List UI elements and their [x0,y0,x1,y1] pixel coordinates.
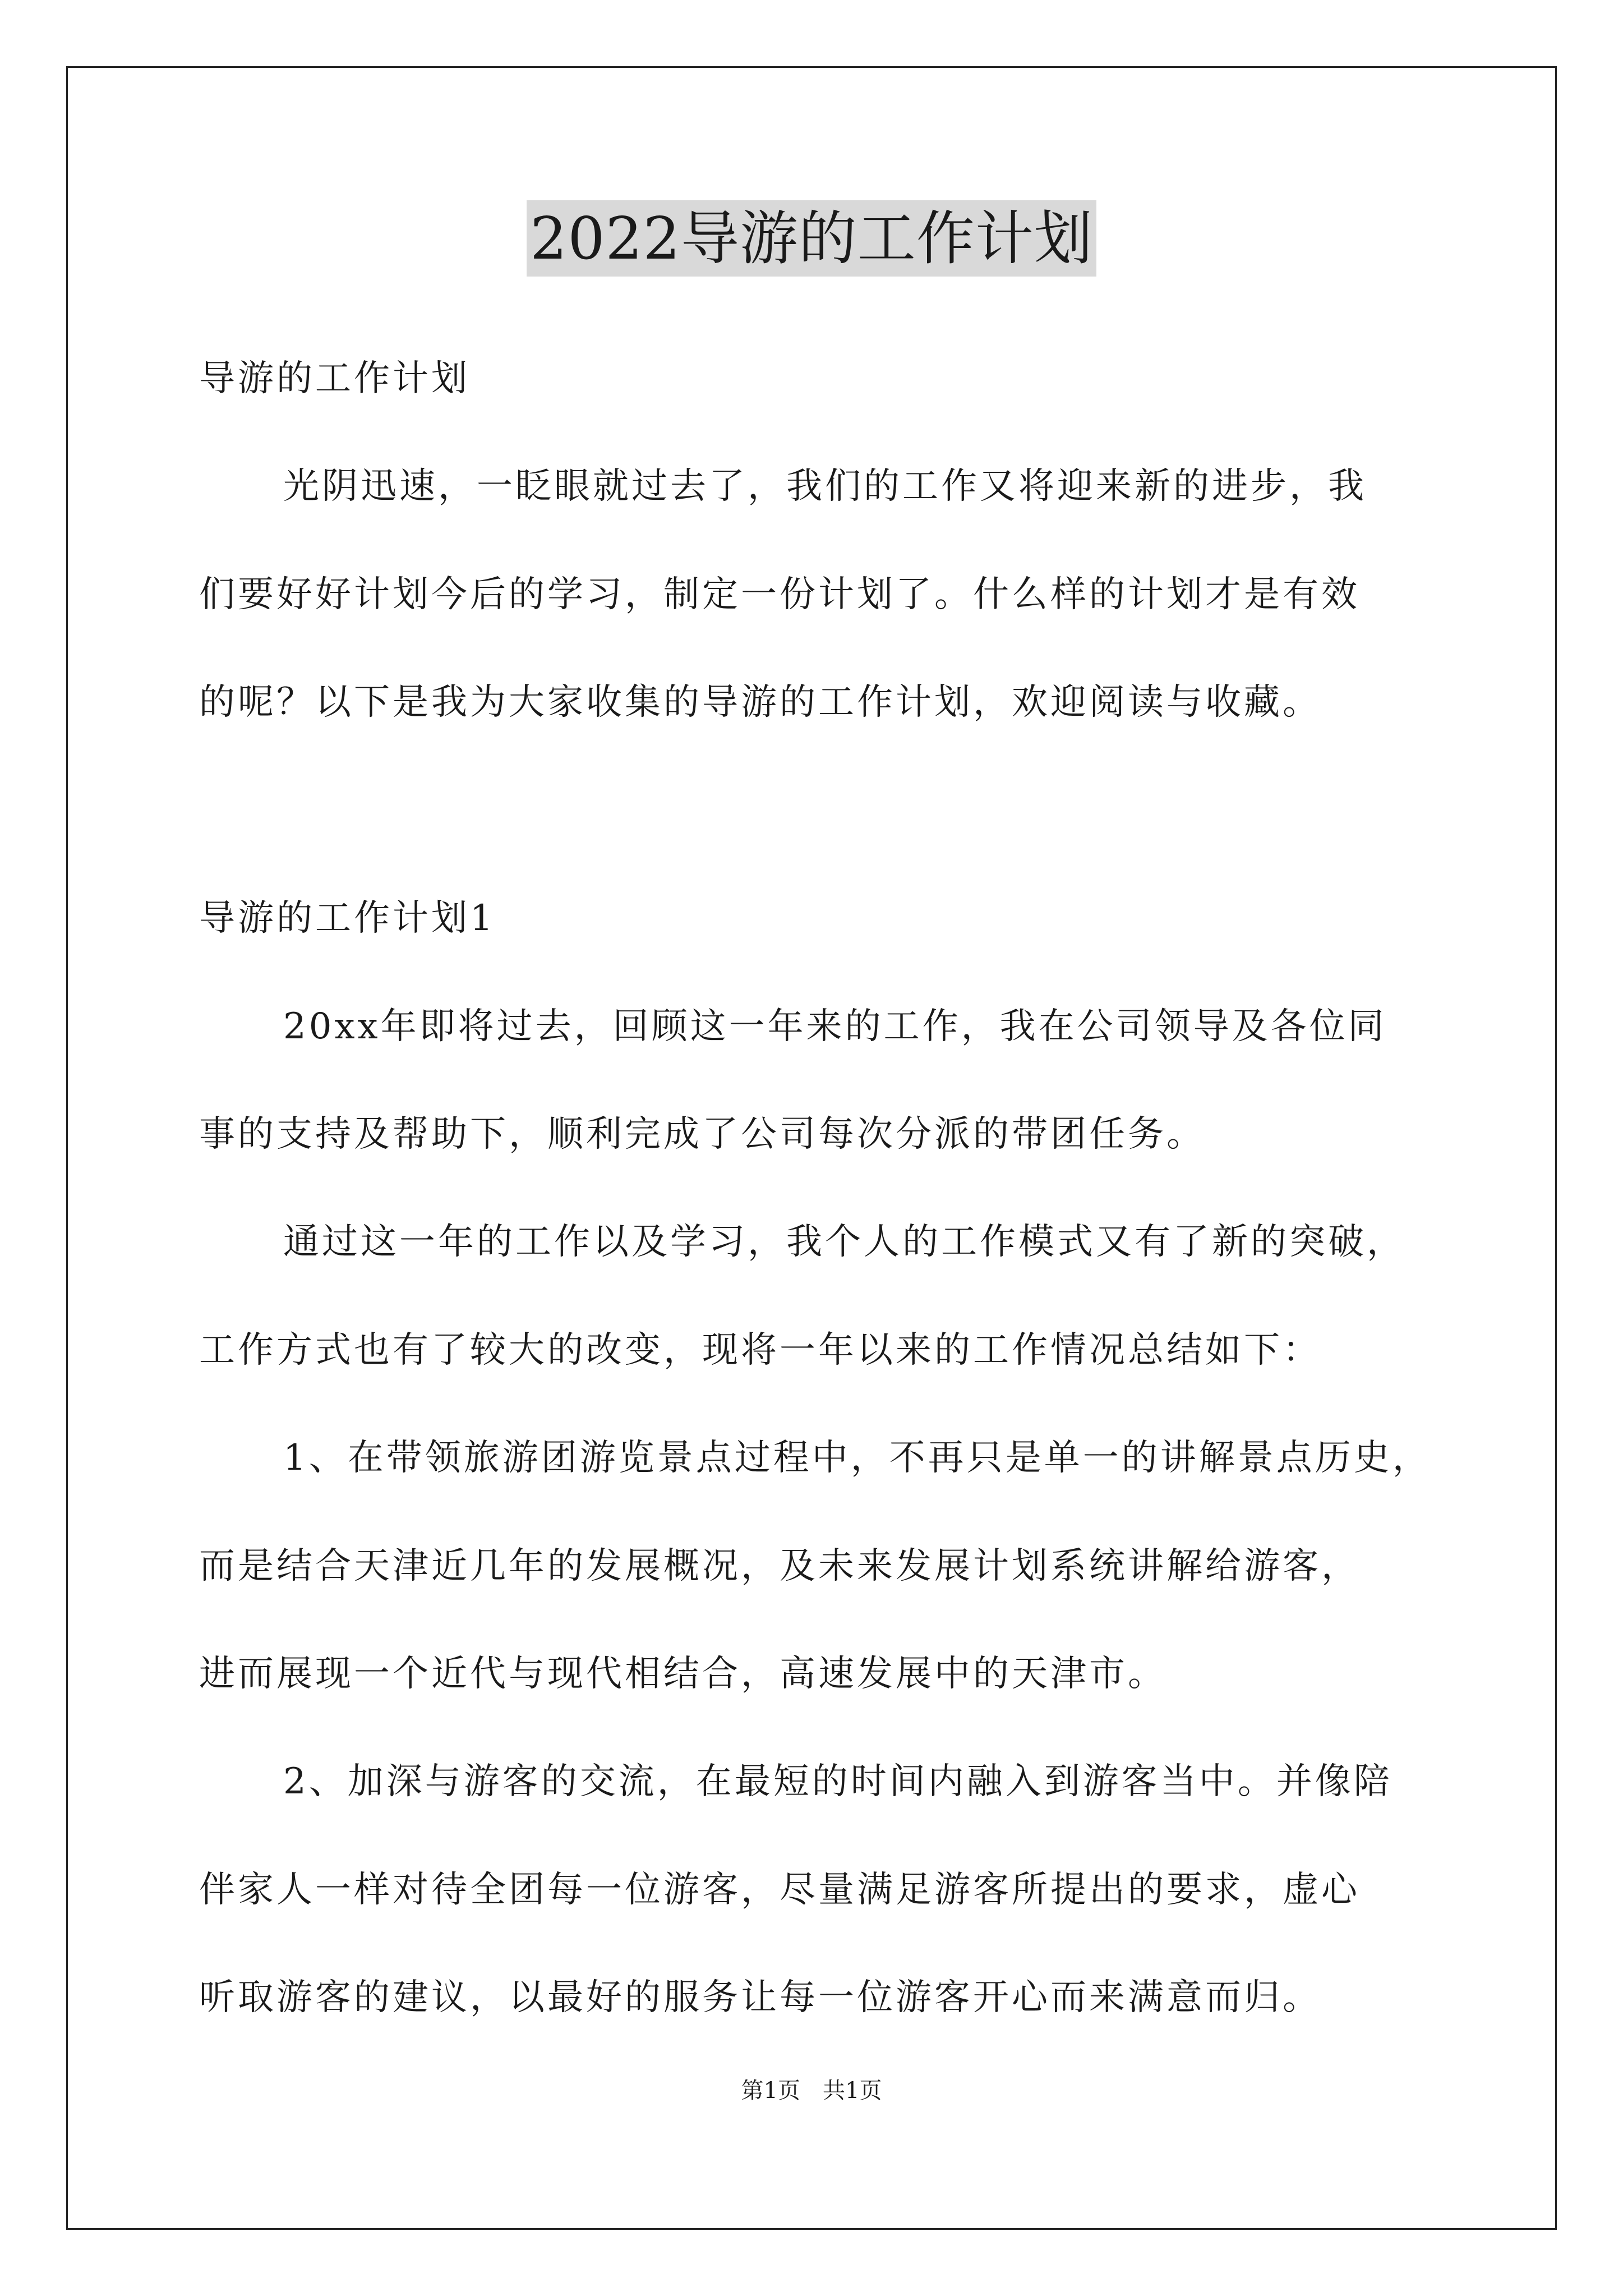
paragraph-line: 工作方式也有了较大的改变，现将一年以来的工作情况总结如下： [199,1329,1321,1371]
page-footer: 第1页 共1页 [741,2078,882,2104]
paragraph-line: 1、在带领旅游团游览景点过程中，不再只是单一的讲解景点历史， [283,1437,1431,1479]
document-title: 2022导游的工作计划 [527,200,1096,277]
section-heading: 导游的工作计划 [199,358,470,399]
paragraph-line: 事的支持及帮助下，顺利完成了公司每次分派的带团任务。 [199,1114,1205,1155]
paragraph-line: 通过这一年的工作以及学习，我个人的工作模式又有了新的突破， [283,1221,1405,1263]
paragraph-line: 的呢？以下是我为大家收集的导游的工作计划，欢迎阅读与收藏。 [199,682,1321,723]
paragraph-line: 20xx年即将过去，回顾这一年来的工作，我在公司领导及各位同 [283,1006,1387,1047]
paragraph-line: 2、加深与游客的交流，在最短的时间内融入到游客当中。并像陪 [283,1761,1393,1802]
paragraph-line: 而是结合天津近几年的发展概况，及未来发展计划系统讲解给游客， [199,1545,1360,1587]
title-container [0,200,1623,277]
paragraph-line: 听取游客的建议，以最好的服务让每一位游客开心而来满意而归。 [199,1977,1321,2018]
paragraph-line: 光阴迅速，一眨眼就过去了，我们的工作又将迎来新的进步，我 [283,466,1367,507]
section-heading: 导游的工作计划1 [199,898,496,939]
paragraph-line: 进而展现一个近代与现代相结合，高速发展中的天津市。 [199,1653,1166,1695]
paragraph-line: 们要好好计划今后的学习，制定一份计划了。什么样的计划才是有效 [199,574,1360,615]
paragraph-line: 伴家人一样对待全团每一位游客，尽量满足游客所提出的要求，虚心 [199,1869,1360,1911]
